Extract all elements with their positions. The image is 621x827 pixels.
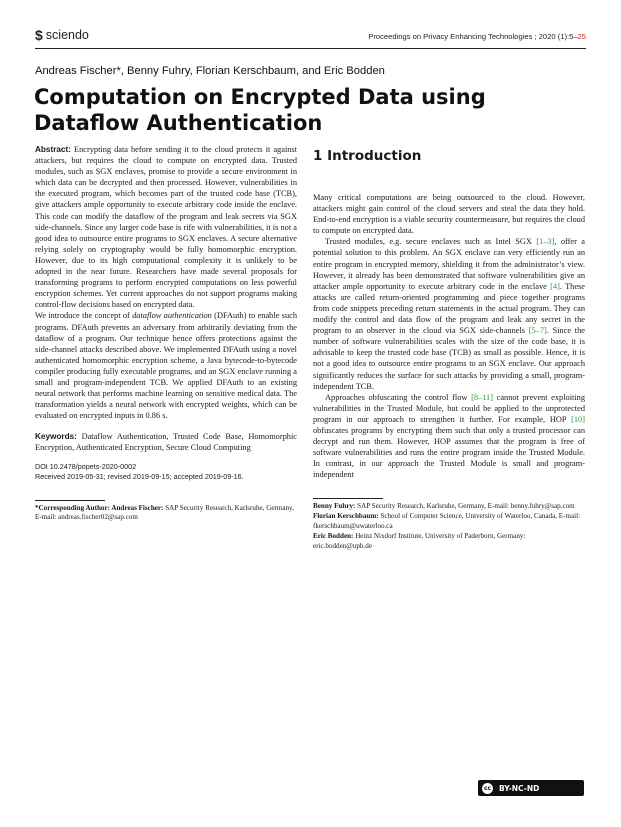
- dfauth-term: dataflow authentication: [132, 311, 212, 321]
- affiliation-rule: [313, 498, 383, 499]
- citation-link[interactable]: [1–3]: [536, 237, 555, 247]
- doi: DOI 10.2478/popets-2020-0002: [35, 461, 137, 471]
- abstract-paragraph-2: We introduce the concept of dataflow authentication (DFAuth) to enable such programs. DFAuth prevents an adversary from arbitrarily deviating from the dataflow of a program. Our technique hence offers protections against the side-channel attacks described above. We implemented DFAuth using a novel authenticated homomorphic encryption scheme, a Java bytecode-to-bytecode compiler producing fully executable programs, and an SGX enclave running a small and program-independent TCB. We applied DFAuth to an existing neural network that performs machine learning on sensitive medical data. The transformation yields a neural network with encrypted weights, which can be evaluated on encrypted inputs in 0.86 s.: [35, 311, 297, 421]
- citation-link[interactable]: [10]: [571, 414, 585, 424]
- paper-title: Computation on Encrypted Data using Dataflow Authentication: [34, 85, 486, 135]
- keywords-text: Dataflow Authentication, Trusted Code Base, Homomorphic Encryption, Authenticated Encryption, Secure Cloud Computing: [35, 432, 298, 453]
- abstract-label: Abstract:: [35, 145, 71, 154]
- publisher-name: sciendo: [45, 28, 89, 42]
- author-list: Andreas Fischer*, Benny Fuhry, Florian Kerschbaum, and Eric Bodden: [35, 65, 385, 77]
- citation-link[interactable]: [4]: [550, 281, 560, 291]
- section-heading: 1 Introduction: [313, 148, 422, 164]
- page-end-link[interactable]: 25: [577, 32, 586, 41]
- left-column: [35, 144, 297, 523]
- intro-paragraph-2: Trusted modules, e.g. secure enclaves such as Intel SGX [1–3], offer a potential solution to this problem. An SGX enclave can very efficiently run an entire program in encrypted memory, shielding it from the administrator’s view. However, it already has been demonstrated that software vulnerabilities give an attacker ample opportunity to execute arbitrary code in the enclave [4]. These attacks are called return-oriented programming and piece together programs from code snippets preceding return statements in the actual program. They can modify the control and data flow of the program and leak any secret in the program to an observer in the cloud via SGX side-channels [5–7]. Since the number of software vulnerabilities scales with the size of the code base, it is advisable to keep the trusted code base (TCB) as small as possible. Hence, it is not a good idea to outsource entire programs to an SGX enclave. Our approach significantly reduces the surface for such attacks by providing a small, program-independent TCB.: [313, 237, 585, 391]
- footnote-rule: [35, 500, 105, 501]
- intro-paragraph-1: Many critical computations are being outsourced to the cloud. However, attackers might gain control of the cloud servers and steal the data they hold. End-to-end encryption is a viable security countermeasure, but requires the cloud to compute on encrypted data.: [313, 193, 585, 236]
- corresponding-author: *Corresponding Author: Andreas Fischer: SAP Security Research, Karlsruhe, Germany, E-mail: andreas.fischer02@sap.com: [35, 503, 294, 522]
- citation-link[interactable]: [5–7]: [528, 326, 547, 336]
- keywords-label: Keywords:: [35, 432, 77, 442]
- publisher-logo: [35, 27, 89, 43]
- abstract-text: Encrypting data before sending it to the cloud protects it against attackers, but requires the cloud to compute on encrypted data. Trusted modules, such as SGX enclaves, promise to provide a secure environment in which data can be decrypted and then processed. However, vulnerabilities in the executed program, which becomes part of the trusted code base (TCB), give attackers ample opportunity to execute arbitrary code inside the enclave. This code can modify the dataflow of the program and leak secrets via SGX side-channels. Since any larger code base is rife with vulnerabilities, it is not a good idea to outsource entire programs to SGX enclaves. A secure alternative relying solely on cryptography would be fully homomorphic encryption. However, due to its high computational complexity it is unlikely to be adopted in the near future. Researchers have made several proposals for transforming programs to perform encrypted computations on less powerful encryption schemes. Yet current approaches do not support programs making control-flow decisions based on encrypted data.: [35, 145, 297, 310]
- right-column: [313, 144, 585, 551]
- intro-paragraph-3: Approaches obfuscating the control flow [8–11] cannot prevent exploiting vulnerabilities in the Trusted Module, but could be applied to the unprotected program in our approach to strengthen it further. For example, HOP [10] obfuscates programs by encrypting them such that only a trusted processor can decrypt and run them. However, HOP assumes that the program is free of software vulnerabilities and runs the entire program inside the Trusted Module. In contrast, in our approach the Trusted Module is small and program-independent: [313, 392, 585, 480]
- abstract: [35, 144, 297, 310]
- page-header: [35, 24, 586, 49]
- creative-commons-icon: cc: [483, 784, 492, 792]
- sciendo-icon: $: [35, 27, 43, 43]
- received-dates: Received 2019-05-31; revised 2019-09-15; accepted 2019-09-16.: [35, 471, 244, 481]
- journal-citation: Proceedings on Privacy Enhancing Technologies ; 2020 (1):5–25: [368, 32, 586, 41]
- license-label: BY-NC-ND: [499, 783, 540, 793]
- citation-link[interactable]: [8–11]: [471, 392, 493, 402]
- license-badge[interactable]: [478, 780, 584, 796]
- affiliation: Eric Bodden: Heinz Nixdorf Institute, University of Paderborn, Germany: eric.bodden@upb.de: [313, 531, 526, 550]
- affiliation: Florian Kerschbaum: School of Computer Science, University of Waterloo, Canada, E-mail: fkerschbaum@uwaterloo.ca: [313, 512, 581, 531]
- keywords: [35, 431, 297, 453]
- affiliation: Benny Fuhry: SAP Security Research, Karlsruhe, Germany, E-mail: benny.fuhry@sap.com: [313, 502, 575, 511]
